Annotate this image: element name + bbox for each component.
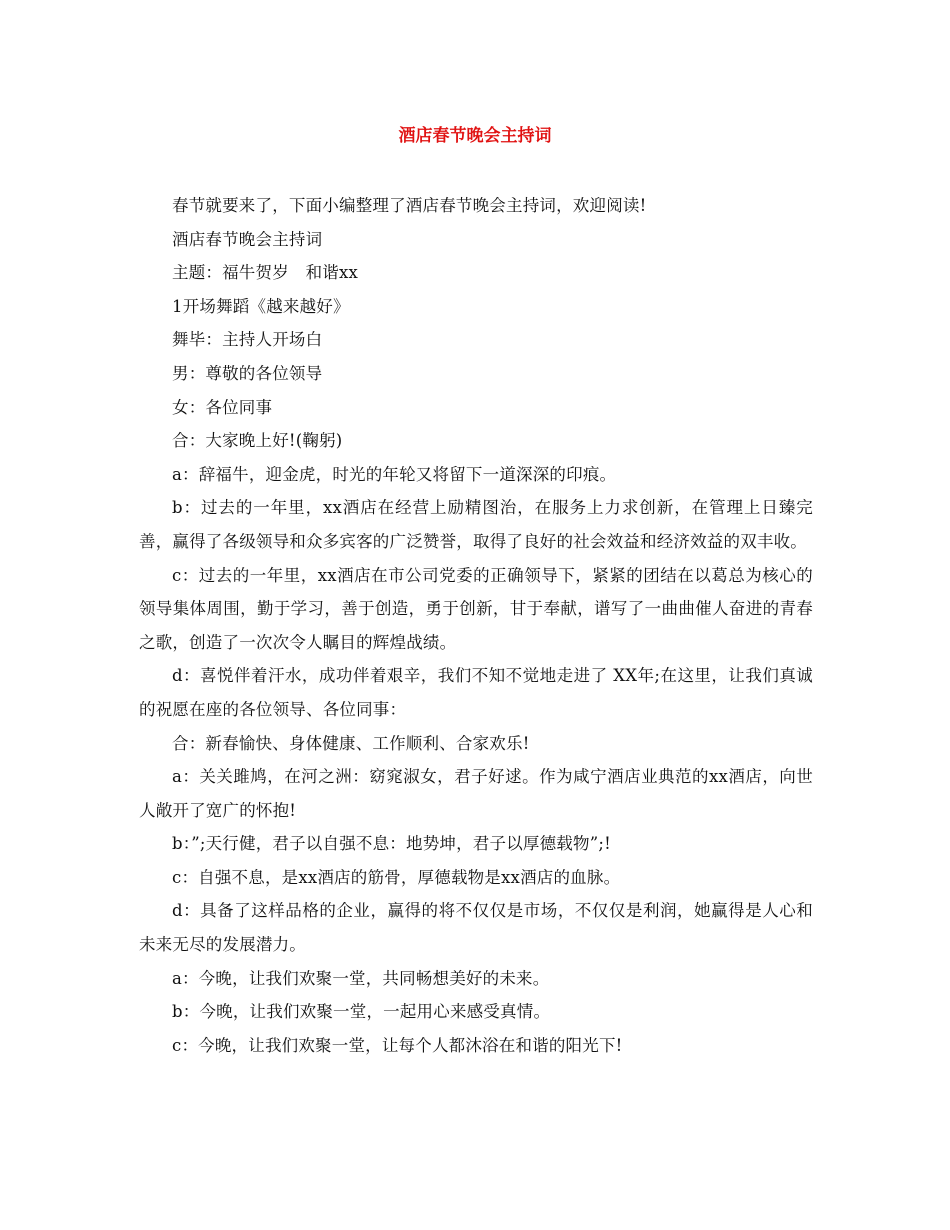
paragraph: 合：大家晚上好!(鞠躬) (172, 431, 343, 451)
paragraph: b：”;天行健，君子以自强不息：地势坤，君子以厚德载物”;! (172, 834, 611, 854)
paragraph: 合：新春愉快、身体健康、工作顺利、合家欢乐! (172, 733, 530, 753)
paragraph: b：今晚，让我们欢聚一堂，一起用心来感受真情。 (172, 1002, 551, 1022)
paragraph: a：辞福牛，迎金虎，时光的年轮又将留下一道深深的印痕。 (172, 464, 617, 484)
paragraph: b：过去的一年里，xx酒店在经营上励精图治，在服务上力求创新，在管理上日臻完善，赢得了各级领导和众多宾客的广泛赞誉，取得了良好的社会效益和经济效益的双丰收。 (139, 498, 813, 551)
paragraph: 舞毕：主持人开场白 (172, 330, 323, 350)
document-title: 酒店春节晚会主持词 (398, 126, 552, 146)
paragraph: a：今晚，让我们欢聚一堂，共同畅想美好的未来。 (172, 968, 550, 988)
paragraph: 主题：福牛贺岁 和谐xx (172, 263, 359, 283)
paragraph: c：过去的一年里，xx酒店在市公司党委的正确领导下，紧紧的团结在以葛总为核心的领导集体周围，勤于学习，善于创造，勇于创新，甘于奉献，谱写了一曲曲催人奋进的青春之歌，创造了一次次令人瞩目的辉煌战绩。 (139, 565, 813, 652)
paragraph: 1开场舞蹈《越来越好》 (172, 296, 350, 316)
paragraph: 春节就要来了，下面小编整理了酒店春节晚会主持词，欢迎阅读! (172, 196, 647, 215)
paragraph: d：具备了这样品格的企业，赢得的将不仅仅是市场，不仅仅是利润，她赢得是人心和未来无尽的发展潜力。 (139, 901, 813, 955)
paragraph: 男：尊敬的各位领导 (172, 363, 323, 383)
paragraph: c：今晚，让我们欢聚一堂，让每个人都沐浴在和谐的阳光下! (172, 1035, 623, 1055)
paragraph: c：自强不息，是xx酒店的筋骨，厚德载物是xx酒店的血脉。 (172, 867, 621, 887)
paragraph: 女：各位同事 (172, 397, 273, 417)
paragraph: 酒店春节晚会主持词 (172, 229, 323, 249)
paragraph: a：关关雎鸠，在河之洲：窈窕淑女，君子好逑。作为咸宁酒店业典范的xx酒店，向世人敞开了宽广的怀抱! (139, 767, 813, 820)
paragraph: d：喜悦伴着汗水，成功伴着艰辛，我们不知不觉地走进了 XX年;在这里，让我们真诚的祝愿在座的各位领导、各位同事： (139, 666, 813, 719)
document-body (139, 189, 813, 1062)
